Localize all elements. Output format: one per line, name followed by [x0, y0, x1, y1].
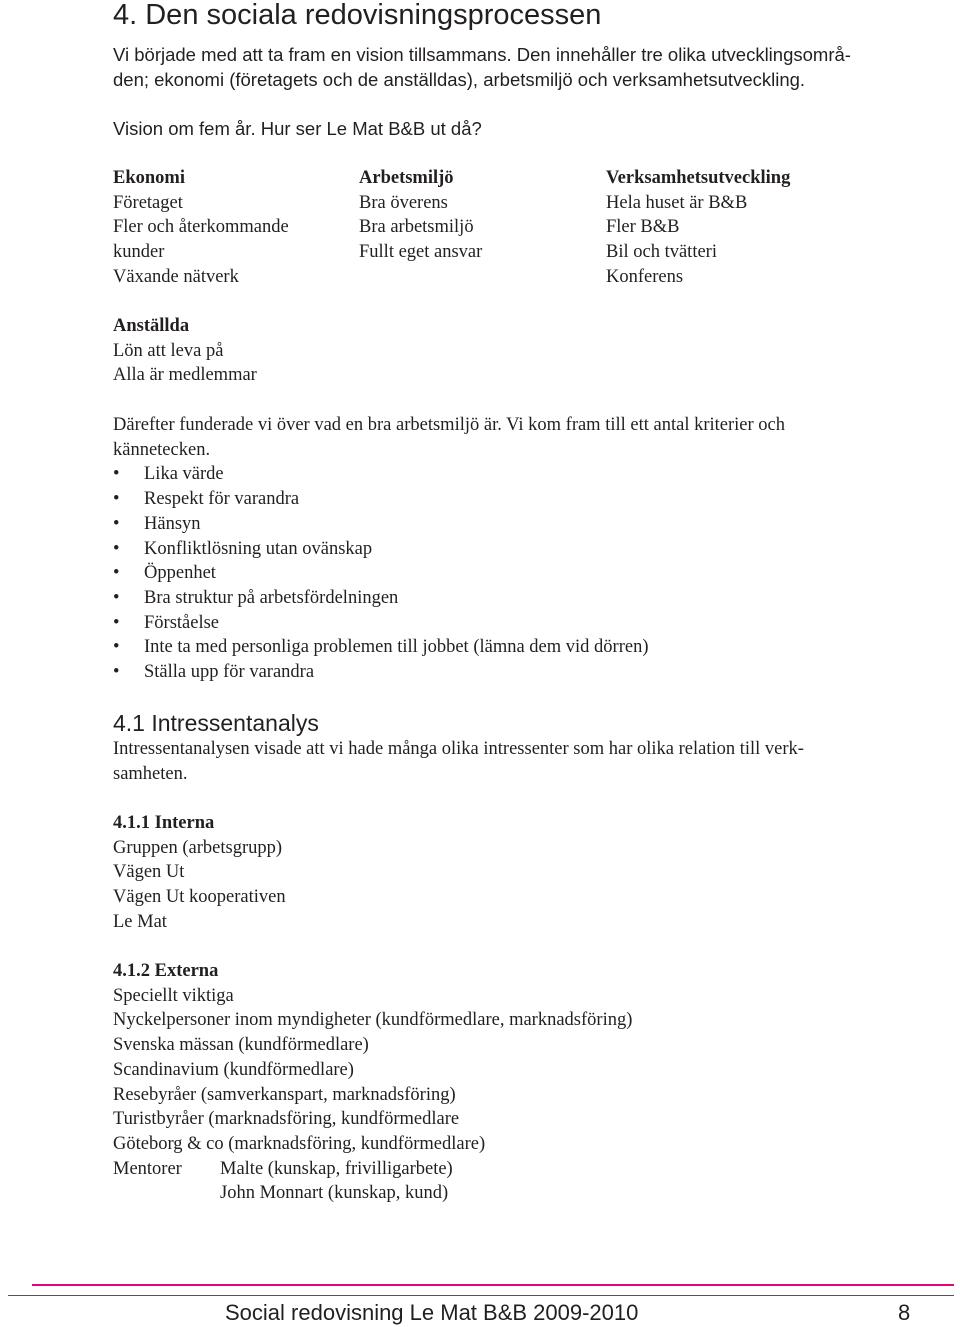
column-arbetsmiljo [359, 166, 482, 265]
bullet-icon: • [113, 563, 120, 584]
bullet-icon: • [113, 612, 120, 633]
column-item: Bra arbetsmiljö [359, 217, 474, 238]
list-item-text: Respekt för varandra [144, 489, 300, 510]
bullet-icon: • [113, 489, 120, 510]
mentor-row [113, 1157, 632, 1182]
list-item: Turistbyråer (marknadsföring, kundförmedlare [113, 1109, 460, 1130]
footer-divider [32, 1284, 954, 1286]
section-heading-intressentanalys: 4.1 Intressentanalys [113, 710, 319, 736]
list-item [113, 611, 785, 636]
spacer [113, 92, 851, 117]
footer-title: Social redovisning Le Mat B&B 2009-2010 [225, 1300, 639, 1325]
criteria-intro-line: kännetecken. [113, 439, 211, 460]
footer-divider [8, 1295, 954, 1296]
list-item: Svenska mässan (kundförmedlare) [113, 1035, 369, 1056]
intro-paragraph [113, 43, 851, 142]
list-item: Scandinavium (kundförmedlare) [113, 1059, 354, 1080]
column-item: kunder [113, 242, 165, 263]
mentorer-label: Mentorer [113, 1158, 182, 1179]
column-title: Verksamhetsutveckling [606, 168, 791, 188]
bullet-icon: • [113, 513, 120, 534]
list-item [113, 660, 785, 685]
list-item [113, 561, 785, 586]
list-item [113, 635, 785, 660]
column-item: Bil och tvätteri [606, 242, 717, 263]
list-item-text: Hänsyn [144, 513, 201, 534]
criteria-intro-line: Därefter funderade vi över vad en bra arbetsmiljö är. Vi kom fram till ett antal kriterier och [113, 415, 785, 435]
vision-question: Vision om fem år. Hur ser Le Mat B&B ut då? [113, 118, 482, 140]
list-item: Göteborg & co (marknadsföring, kundförmedlare) [113, 1133, 486, 1154]
mentor-item: Malte (kunskap, frivilligarbete) [220, 1158, 453, 1179]
list-item [113, 462, 785, 487]
list-item: Vägen Ut [113, 862, 185, 883]
mentor-row [113, 1181, 632, 1206]
anstallda-section [113, 314, 257, 388]
column-item: Företaget [113, 192, 183, 213]
column-item: Hela huset är B&B [606, 192, 748, 213]
list-item-text: Inte ta med personliga problemen till jobbet (lämna dem vid dörren) [144, 637, 649, 658]
list-item-text: Konfliktlösning utan ovänskap [144, 538, 373, 559]
column-item: Konferens [606, 266, 684, 287]
subsection-heading: 4.1.2 Externa [113, 961, 219, 981]
column-ekonomi [113, 166, 289, 290]
list-item [113, 586, 785, 611]
list-item [113, 537, 785, 562]
criteria-section [113, 413, 785, 685]
section-item: Alla är medlemmar [113, 365, 257, 386]
column-title: Arbetsmiljö [359, 168, 454, 188]
list-item: Speciellt viktiga [113, 985, 234, 1006]
list-item-text: Ställa upp för varandra [144, 662, 315, 683]
bullet-icon: • [113, 538, 120, 559]
column-item: Fullt eget ansvar [359, 242, 483, 263]
bullet-icon: • [113, 662, 120, 683]
criteria-list [113, 462, 785, 684]
list-item [113, 487, 785, 512]
bullet-icon: • [113, 464, 120, 485]
bullet-icon: • [113, 587, 120, 608]
list-item [113, 512, 785, 537]
column-item: Bra överens [359, 192, 448, 213]
paragraph-line: Intressentanalysen visade att vi hade många olika intressenter som har olika relation till verk- [113, 739, 804, 759]
list-item: Gruppen (arbetsgrupp) [113, 837, 283, 858]
interna-section [113, 811, 286, 935]
section-title: Anställda [113, 316, 190, 336]
list-item-text: Bra struktur på arbetsfördelningen [144, 587, 399, 608]
column-item: Växande nätverk [113, 266, 239, 287]
list-item: Le Mat [113, 911, 167, 932]
externa-section [113, 959, 632, 1206]
list-item-text: Förståelse [144, 612, 220, 633]
list-item-text: Lika värde [144, 464, 224, 485]
list-item-text: Öppenhet [144, 563, 216, 584]
bullet-icon: • [113, 637, 120, 658]
column-title: Ekonomi [113, 168, 185, 188]
section-item: Lön att leva på [113, 340, 224, 361]
intro-line: den; ekonomi (företagets och de anställdas), arbetsmiljö och verksamhetsutveckling. [113, 68, 806, 90]
list-item: Nyckelpersoner inom myndigheter (kundförmedlare, marknadsföring) [113, 1010, 633, 1031]
intressentanalys-paragraph [113, 737, 804, 786]
column-item: Fler och återkommande [113, 217, 289, 238]
page-number: 8 [898, 1300, 911, 1325]
column-item: Fler B&B [606, 217, 680, 238]
intro-line: Vi började med att ta fram en vision tillsammans. Den innehåller tre olika utvecklingsområ- [113, 44, 851, 65]
list-item: Resebyråer (samverkanspart, marknadsföring) [113, 1084, 456, 1105]
subsection-heading: 4.1.1 Interna [113, 813, 215, 833]
column-verksamhetsutveckling [606, 166, 790, 290]
page-heading: 4. Den sociala redovisningsprocessen [113, 0, 602, 31]
list-item: Vägen Ut kooperativen [113, 887, 286, 908]
mentor-item: John Monnart (kunskap, kund) [220, 1183, 449, 1204]
paragraph-line: samheten. [113, 763, 188, 784]
